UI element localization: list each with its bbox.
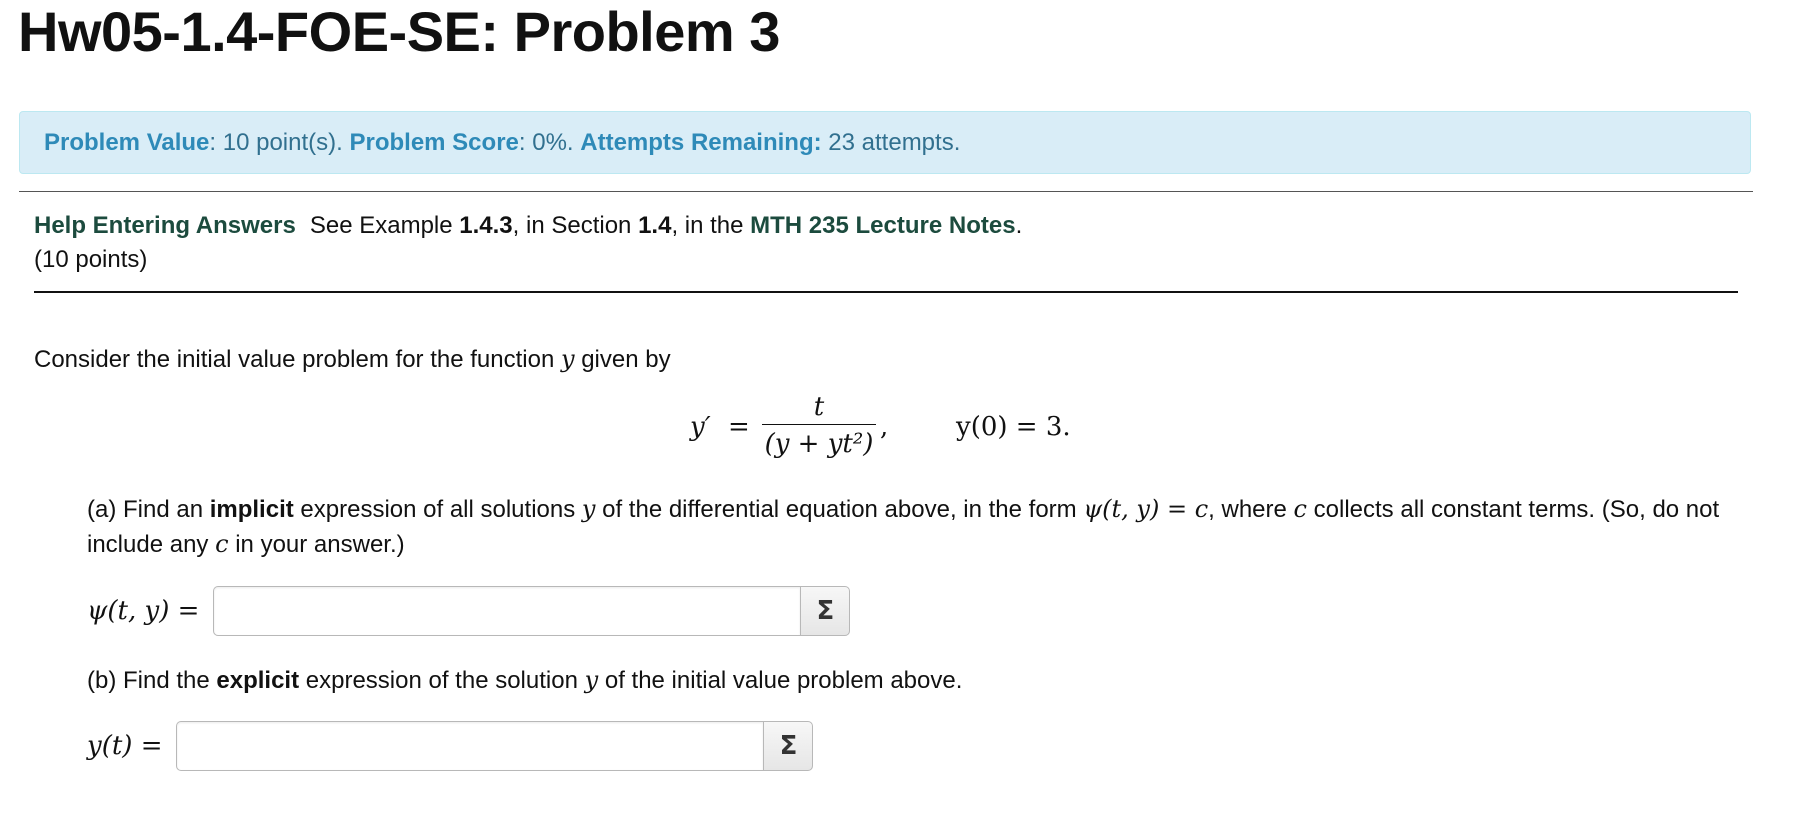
equation-editor-button[interactable]: Σ [800,586,850,636]
attempts-remaining: 23 attempts. [828,128,961,156]
prompt-text: collects all constant terms. (So, do not include any [87,496,1720,558]
answer-input-psi[interactable] [213,586,800,636]
help-text: See Example [309,212,460,239]
prompt-text: in your answer.) [228,531,405,558]
section-number: 1.4 [638,212,672,239]
prompt-text: (b) Find the [87,667,217,694]
answer-input-y[interactable] [176,721,763,771]
page-title: Hw05-1.4-FOE-SE: Problem 3 [18,0,780,63]
prompt-text: , where [1208,496,1294,523]
equation-equals: = [728,412,750,442]
math-var-y: y [584,666,599,694]
help-entering-answers-link[interactable]: Help Entering Answers [34,212,296,239]
intro-text: Consider the initial value problem for the function [34,346,561,373]
attempts-remaining-label: Attempts Remaining: [580,128,822,156]
help-text: , in Section [512,212,639,239]
lecture-notes-link[interactable]: MTH 235 Lecture Notes [750,212,1016,239]
fraction-denominator: (y + yt²) [764,429,874,459]
math-var-c: c [1293,495,1307,523]
problem-score-label: Problem Score [349,128,519,156]
fraction-numerator: t [813,392,825,422]
problem-score: : 0%. [518,128,574,156]
equation-fraction [760,390,878,459]
equation-editor-button[interactable]: Σ [763,721,813,771]
equation-lhs: y′ [690,412,711,442]
intro-text: given by [574,346,671,373]
problem-value-label: Problem Value [44,128,210,156]
initial-condition: y(0) = 3. [956,412,1071,442]
answer-row-b [87,721,813,771]
problem-intro [34,342,671,377]
answer-row-a [87,586,850,636]
math-var-c: c [215,530,229,558]
example-number: 1.4.3 [459,212,513,239]
answer-label-psi: ψ(t, y) = [87,596,200,626]
prompt-text: of the differential equation above, in the form [595,496,1084,523]
prompt-text: expression of all solutions [293,496,582,523]
problem-info-banner [19,111,1751,174]
prompt-text: expression of the solution [299,667,585,694]
equation-comma: , [880,412,889,442]
help-line [34,209,1022,243]
prompt-emphasis: implicit [209,496,294,523]
part-b-prompt [87,663,962,698]
math-var-y: y [560,345,575,373]
problem-value: : 10 point(s). [209,128,343,156]
points-text: (10 points) [34,246,148,273]
differential-equation [690,390,1110,470]
prompt-text: of the initial value problem above. [598,667,963,694]
divider [19,191,1753,192]
help-text: . [1015,212,1023,239]
divider [34,291,1738,293]
prompt-emphasis: explicit [216,667,300,694]
math-var-y: y [581,495,596,523]
math-form: ψ(t, y) = c [1083,495,1209,523]
help-text: , in the [671,212,751,239]
part-a-prompt [87,492,1737,562]
prompt-text: (a) Find an [87,496,210,523]
answer-label-y: y(t) = [87,731,163,761]
